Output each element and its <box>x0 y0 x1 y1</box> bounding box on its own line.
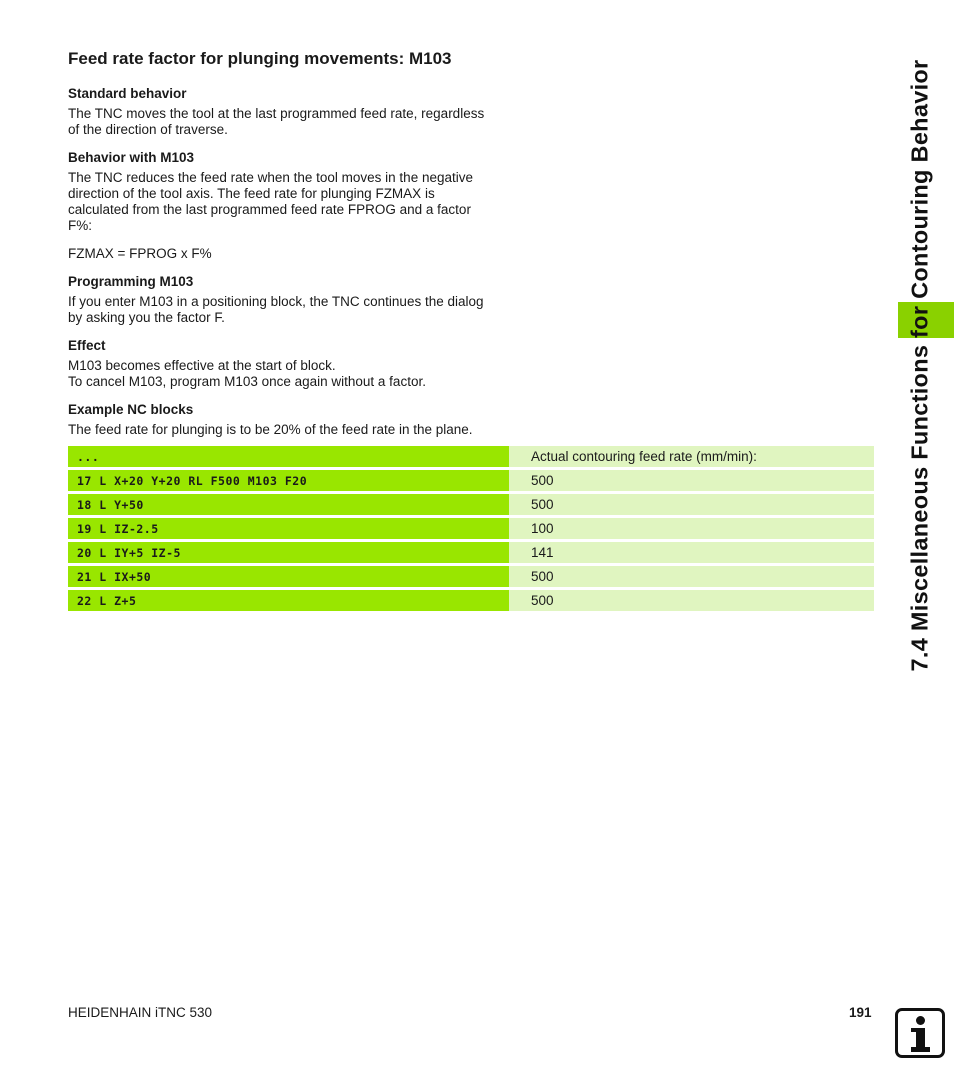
section-behavior-with-m103 <box>68 150 510 234</box>
nc-value: 100 <box>509 518 874 539</box>
section-heading: Behavior with M103 <box>68 150 195 165</box>
info-icon <box>895 1008 945 1058</box>
section-heading: Example NC blocks <box>68 402 194 417</box>
section-heading: Standard behavior <box>68 86 187 101</box>
page-number: 191 <box>849 1005 872 1020</box>
nc-value: 500 <box>509 470 874 491</box>
nc-code: ... <box>68 446 509 467</box>
nc-code: 20 L IY+5 IZ-5 <box>68 542 509 563</box>
section-programming-m103 <box>68 274 510 326</box>
table-row <box>68 590 874 611</box>
nc-code: 18 L Y+50 <box>68 494 509 515</box>
table-row <box>68 542 874 563</box>
nc-code: 17 L X+20 Y+20 RL F500 M103 F20 <box>68 470 509 491</box>
section-standard-behavior <box>68 86 510 138</box>
section-text: M103 becomes effective at the start of block. To cancel M103, program M103 once again without a factor. <box>68 358 426 389</box>
section-text: The TNC reduces the feed rate when the tool moves in the negative direction of the tool axis. The feed rate for plunging FZMAX is calculated from the last programmed feed rate FPROG and a factor F%: <box>68 170 473 233</box>
footer-product: HEIDENHAIN iTNC 530 <box>68 1005 213 1020</box>
section-example-nc-blocks <box>68 402 510 438</box>
nc-code: 21 L IX+50 <box>68 566 509 587</box>
nc-value: Actual contouring feed rate (mm/min): <box>509 446 874 467</box>
info-icon-serif-bottom <box>911 1047 930 1052</box>
nc-value: 500 <box>509 566 874 587</box>
nc-value: 500 <box>509 590 874 611</box>
formula-text: FZMAX = FPROG x F% <box>68 246 212 261</box>
chapter-side-title <box>898 40 942 690</box>
nc-code: 22 L Z+5 <box>68 590 509 611</box>
table-row <box>68 446 874 467</box>
section-heading: Effect <box>68 338 106 353</box>
table-row <box>68 566 874 587</box>
info-icon-stem <box>916 1028 925 1049</box>
nc-value: 141 <box>509 542 874 563</box>
section-formula <box>68 246 510 262</box>
section-effect <box>68 338 510 390</box>
page-content <box>68 48 874 614</box>
table-row <box>68 494 874 515</box>
info-icon-dot <box>916 1016 925 1025</box>
chapter-title-text: 7.4 Miscellaneous Functions for Contouring Behavior <box>906 58 933 672</box>
nc-value: 500 <box>509 494 874 515</box>
table-row <box>68 518 874 539</box>
section-text: If you enter M103 in a positioning block, the TNC continues the dialog by asking you the factor F. <box>68 294 484 325</box>
section-heading: Programming M103 <box>68 274 194 289</box>
nc-code: 19 L IZ-2.5 <box>68 518 509 539</box>
page-title: Feed rate factor for plunging movements: M103 <box>68 49 452 68</box>
nc-blocks-table <box>68 446 874 611</box>
table-row <box>68 470 874 491</box>
section-text: The TNC moves the tool at the last programmed feed rate, regardless of the direction of traverse. <box>68 106 485 137</box>
section-text: The feed rate for plunging is to be 20% of the feed rate in the plane. <box>68 422 473 437</box>
